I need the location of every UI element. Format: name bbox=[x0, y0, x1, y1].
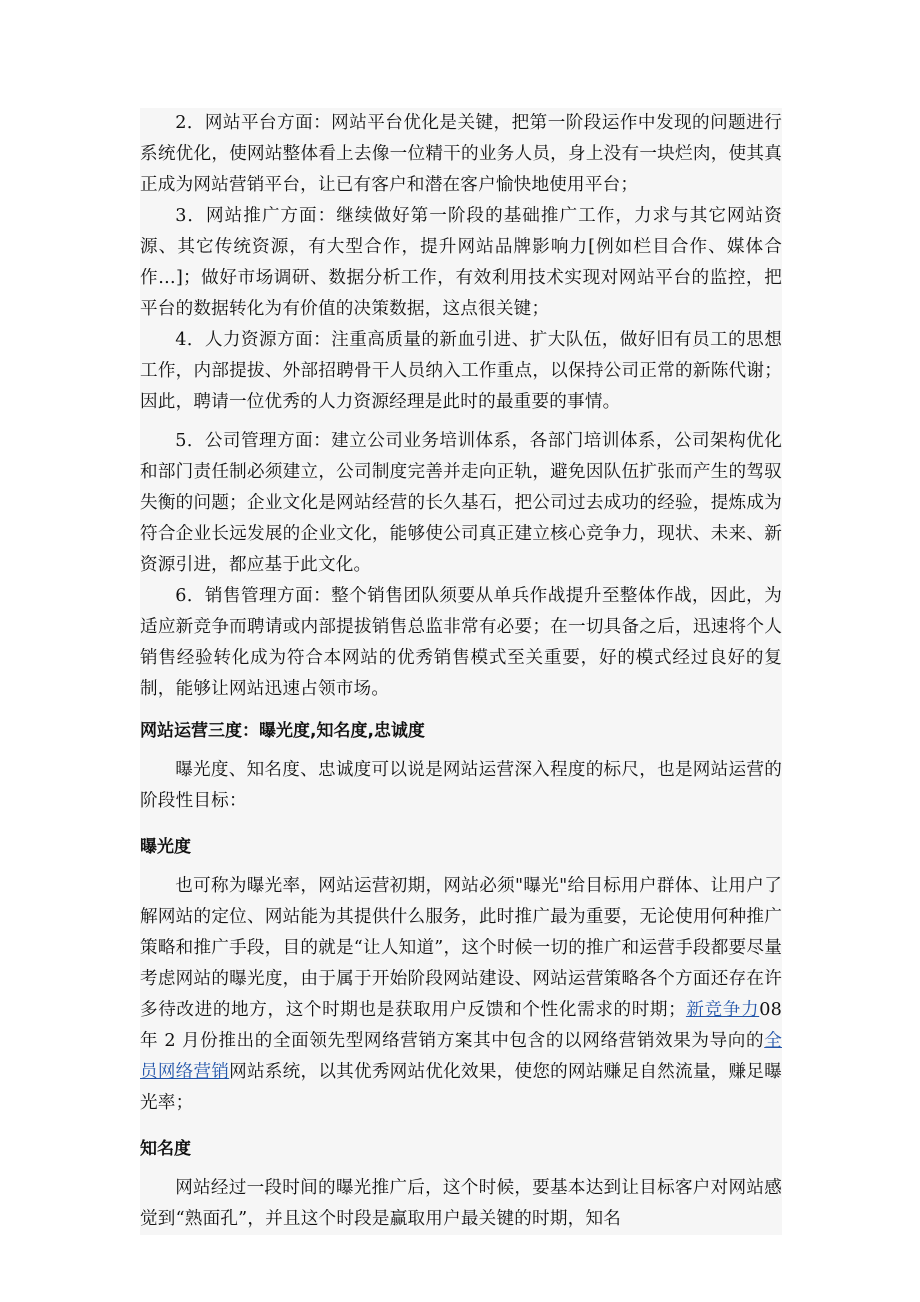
exposure-text-part2: 08 年 2 月份推出的全面领先型网络营销方案其中包含的以网络营销效果为导向的 bbox=[140, 1000, 782, 1051]
subheading-exposure: 曝光度 bbox=[140, 837, 191, 857]
paragraph-three-degrees-intro: 曝光度、知名度、忠诚度可以说是网站运营深入程度的标尺，也是网站运营的阶段性目标： bbox=[140, 760, 782, 811]
document-body bbox=[140, 108, 782, 1235]
paragraph-website-platform: 2．网站平台方面：网站平台优化是关键，把第一阶段运作中发现的问题进行系统优化，使网站整体看上去像一位精干的业务人员，身上没有一块烂肉，使其真正成为网站营销平台，让已有客户和潜在客户愉快地使用平台； bbox=[140, 113, 782, 195]
exposure-text-part1: 也可称为曝光率，网站运营初期，网站必须"曝光"给目标用户群体、让用户了解网站的定位、网站能为其提供什么服务，此时推广最为重要，无论使用何种推广策略和推广手段，目的就是“让人知道”，这个时候一切的推广和运营手段都要尽量考虑网站的曝光度，由于属于开始阶段网站建设、网站运营策略各个方面还存在许多待改进的地方，这个时期也是获取用户反馈和个性化需求的时期； bbox=[140, 876, 782, 1020]
exposure-text-part3: 网站系统，以其优秀网站优化效果，使您的网站赚足自然流量，赚足曝光率； bbox=[140, 1062, 782, 1113]
paragraph-sales-management: 6．销售管理方面：整个销售团队须要从单兵作战提升至整体作战，因此，为适应新竞争而聘请或内部提拔销售总监非常有必要；在一切具备之后，迅速将个人销售经验转化成为符合本网站的优秀销售模式至关重要，好的模式经过良好的复制，能够让网站迅速占领市场。 bbox=[140, 586, 782, 699]
subheading-awareness: 知名度 bbox=[140, 1139, 191, 1159]
paragraph-website-promotion: 3．网站推广方面：继续做好第一阶段的基础推广工作，力求与其它网站资源、其它传统资源，有大型合作，提升网站品牌影响力[例如栏目合作、媒体合作…]；做好市场调研、数据分析工作，有效利用技术实现对网站平台的监控，把平台的数据转化为有价值的决策数据，这点很关键； bbox=[140, 206, 782, 319]
paragraph-human-resources: 4．人力资源方面：注重高质量的新血引进、扩大队伍，做好旧有员工的思想工作，内部提拔、外部招聘骨干人员纳入工作重点，以保持公司正常的新陈代谢；因此，聘请一位优秀的人力资源经理是此时的最重要的事情。 bbox=[140, 330, 782, 412]
paragraph-company-management: 5．公司管理方面：建立公司业务培训体系，各部门培训体系，公司架构优化和部门责任制必须建立，公司制度完善并走向正轨，避免因队伍扩张而产生的驾驭失衡的问题；企业文化是网站经营的长久基石，把公司过去成功的经验，提炼成为符合企业长远发展的企业文化，能够使公司真正建立核心竞争力，现状、未来、新资源引进，都应基于此文化。 bbox=[140, 431, 782, 575]
section-heading-three-degrees: 网站运营三度：曝光度,知名度,忠诚度 bbox=[140, 721, 425, 741]
link-xinjingzhengli[interactable]: 新竞争力 bbox=[685, 1000, 760, 1020]
paragraph-exposure bbox=[140, 871, 782, 1119]
paragraph-awareness: 网站经过一段时间的曝光推广后，这个时候，要基本达到让目标客户对网站感觉到“熟面孔”，并且这个时段是赢取用户最关键的时期，知名 bbox=[140, 1178, 782, 1229]
link-quanyuan-wangluo-yingxiao[interactable]: 全员网络营销 bbox=[140, 1031, 782, 1082]
